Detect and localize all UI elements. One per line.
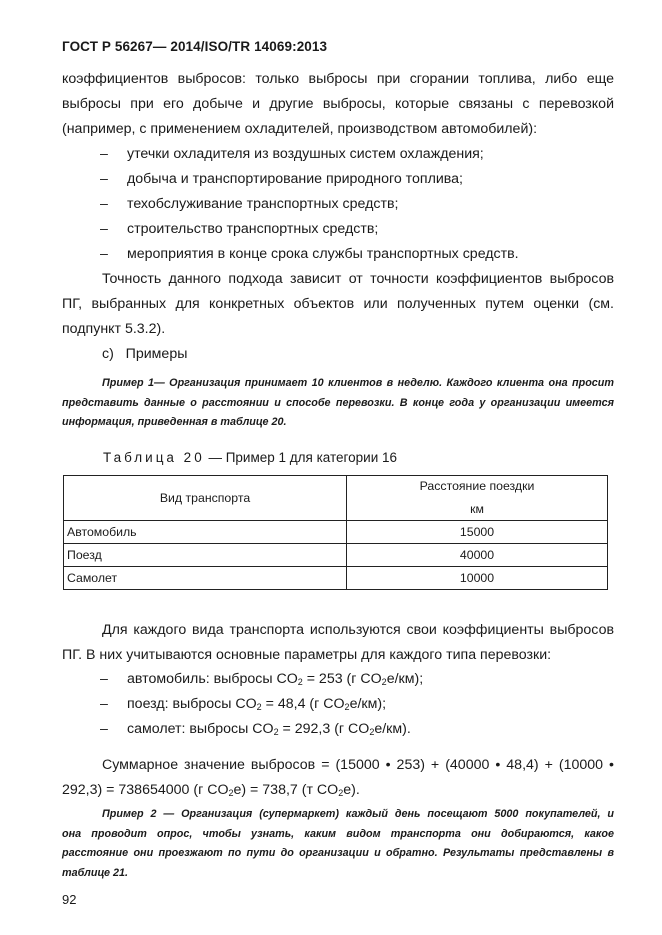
bullet-item: мероприятия в конце срока службы транспортных средств.: [127, 246, 519, 262]
bullet-dash: –: [100, 221, 108, 237]
bullet-item: утечки охладителя из воздушных систем охлаждения;: [127, 146, 484, 162]
factor-text: = 292,3 (г CO: [278, 721, 370, 737]
factor-item-train: [127, 696, 386, 712]
factor-item-car: [127, 671, 423, 687]
subscript: 2: [297, 677, 303, 687]
factor-text: поезд: выбросы CO: [127, 696, 257, 712]
bullet-item: техобслуживание транспортных средств;: [127, 196, 399, 212]
subscript: 2: [344, 702, 350, 712]
cell-mode: Автомобиль: [64, 521, 347, 544]
example-2: [62, 805, 614, 883]
bullet-dash: –: [100, 246, 108, 262]
factor-text: = 253 (г CO: [302, 671, 382, 687]
table-row: [64, 521, 608, 544]
col-header-distance-label: Расстояние поездки: [419, 479, 535, 493]
total-line-1: Суммарное значение выбросов = (15000 • 253) + (40000 • 48,4) + (10000 •: [102, 757, 614, 773]
factor-text: е/км);: [349, 696, 387, 712]
subscript: 2: [228, 788, 234, 798]
col-header-mode: Вид транспорта: [64, 476, 347, 521]
col-header-distance-unit: км: [470, 502, 484, 516]
bullet-dash: –: [100, 721, 108, 737]
table-caption-label: Таблица 20: [103, 450, 205, 465]
bullet-item: строительство транспортных средств;: [127, 221, 379, 237]
factor-item-plane: [127, 721, 411, 737]
bullet-dash: –: [100, 696, 108, 712]
bullet-dash: –: [100, 171, 108, 187]
total-text: е) = 738,7 (т CO: [233, 782, 339, 798]
bullet-dash: –: [100, 671, 108, 687]
table-row: [64, 544, 608, 567]
table-row: [64, 567, 608, 590]
cell-distance: 10000: [347, 567, 608, 590]
subscript: 2: [256, 702, 262, 712]
accuracy-line-1: Точность данного подхода зависит от точности коэффициентов выбросов: [102, 271, 614, 287]
table-caption: [103, 450, 397, 465]
example-1-line: представить данные о расстоянии и способе перевозки. В конце года у организации имеется: [62, 396, 614, 409]
intro-line-2: выбросы при его добыче и другие выбросы, которые связаны с перевозкой: [62, 96, 614, 112]
example-2-line: таблице 21.: [62, 866, 129, 879]
accuracy-line-2: ПГ, выбранных для конкретных объектов или полученных путем оценки (см.: [62, 296, 614, 312]
subscript: 2: [369, 727, 375, 737]
example-2-line: расстояние они проезжают по пути до организации и обратно. Результаты представлены в: [62, 847, 614, 859]
example-2-line: Пример 2 — Организация (супермаркет) каждый день посещают 5000 покупателей, и: [102, 808, 614, 820]
example-1-line: Пример 1— Организация принимает 10 клиентов в неделю. Каждого клиента она просит: [102, 377, 614, 389]
bullet-dash: –: [100, 196, 108, 212]
total-text: 292,3) = 738654000 (г CO: [62, 782, 229, 798]
subscript: 2: [338, 788, 344, 798]
table-caption-text: — Пример 1 для категории 16: [204, 450, 398, 465]
transport-table: [63, 475, 608, 590]
factor-text: самолет: выбросы CO: [127, 721, 274, 737]
page-number: 92: [62, 892, 77, 907]
total-line-2: [62, 782, 614, 798]
subscript: 2: [273, 727, 279, 737]
section-c-heading: [102, 346, 654, 362]
cell-distance: 15000: [347, 521, 608, 544]
factor-text: е/км).: [374, 721, 411, 737]
document-header: ГОСТ Р 56267— 2014/ISO/TR 14069:2013: [62, 39, 328, 54]
table-header-row: [64, 476, 608, 521]
example-1-line: информация, приведенная в таблице 20.: [62, 416, 287, 428]
factor-text: автомобиль: выбросы CO: [127, 671, 298, 687]
factors-line-2: ПГ. В них учитываются основные параметры для каждого типа перевозки:: [62, 647, 552, 663]
intro-line-1: коэффициентов выбросов: только выбросы при сгорании топлива, либо еще: [62, 71, 614, 87]
example-2-line: она проводит опрос, чтобы узнать, каким видом транспорта они добираются, какое: [62, 827, 614, 840]
example-1: [62, 374, 614, 433]
intro-line-3: (например, с применением охладителей, производством автомобилей):: [62, 121, 538, 137]
factors-line-1: Для каждого вида транспорта используются свои коэффициенты выбросов: [102, 622, 614, 638]
bullet-item: добыча и транспортирование природного топлива;: [127, 171, 463, 187]
bullet-dash: –: [100, 146, 108, 162]
cell-mode: Самолет: [64, 567, 347, 590]
subscript: 2: [381, 677, 387, 687]
cell-distance: 40000: [347, 544, 608, 567]
section-c-marker: с): [102, 346, 114, 362]
factor-text: е/км);: [386, 671, 424, 687]
col-header-distance: [347, 476, 608, 521]
section-c-title: Примеры: [125, 346, 188, 362]
accuracy-line-3: подпункт 5.3.2).: [62, 321, 166, 337]
factor-text: = 48,4 (г CO: [261, 696, 345, 712]
cell-mode: Поезд: [64, 544, 347, 567]
total-text: е).: [343, 782, 360, 798]
